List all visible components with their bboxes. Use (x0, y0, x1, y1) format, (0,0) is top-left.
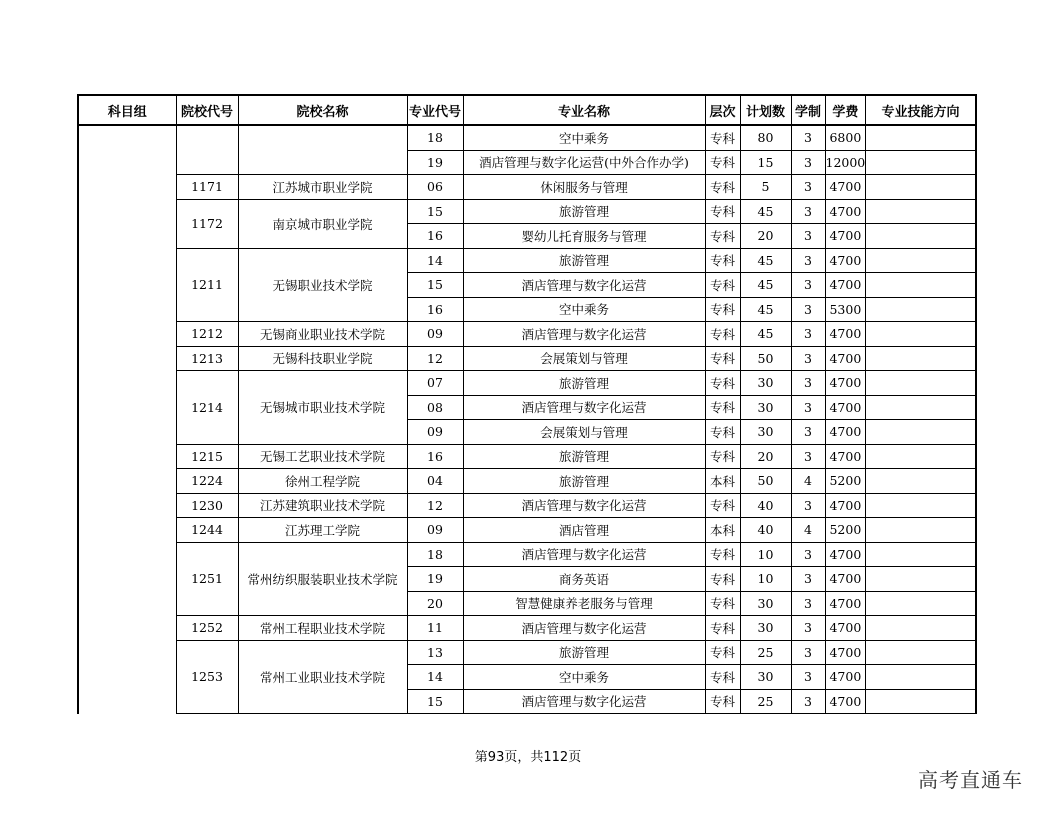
major-code-cell: 09 (407, 518, 463, 543)
school-code-cell: 1213 (176, 346, 238, 371)
level-cell: 本科 (705, 469, 740, 494)
years-cell: 3 (791, 371, 825, 396)
fee-cell: 4700 (825, 591, 866, 616)
subject-group-cell (78, 125, 176, 714)
table-row (78, 518, 976, 543)
plan-cell: 45 (740, 273, 791, 298)
plan-cell: 15 (740, 150, 791, 175)
fee-cell: 4700 (825, 420, 866, 445)
level-cell: 专科 (705, 395, 740, 420)
header-school-code: 院校代号 (176, 95, 238, 125)
major-name-cell: 空中乘务 (463, 125, 705, 150)
fee-cell: 5200 (825, 469, 866, 494)
header-skill-direction: 专业技能方向 (866, 95, 976, 125)
plan-cell: 40 (740, 493, 791, 518)
major-name-cell: 酒店管理与数字化运营 (463, 322, 705, 347)
plan-cell: 45 (740, 322, 791, 347)
skill-direction-cell (866, 567, 976, 592)
major-code-cell: 13 (407, 640, 463, 665)
major-name-cell: 旅游管理 (463, 640, 705, 665)
level-cell: 专科 (705, 150, 740, 175)
school-code-cell: 1244 (176, 518, 238, 543)
major-name-cell: 旅游管理 (463, 199, 705, 224)
school-code-cell: 1251 (176, 542, 238, 616)
fee-cell: 5300 (825, 297, 866, 322)
skill-direction-cell (866, 248, 976, 273)
school-name-cell: 南京城市职业学院 (238, 199, 407, 248)
plan-cell: 30 (740, 395, 791, 420)
major-code-cell: 15 (407, 199, 463, 224)
footer-total-pages: 112 (543, 750, 569, 765)
major-code-cell: 09 (407, 322, 463, 347)
school-name-cell: 常州工业职业技术学院 (238, 640, 407, 714)
fee-cell: 4700 (825, 444, 866, 469)
school-name-cell: 江苏建筑职业技术学院 (238, 493, 407, 518)
level-cell: 专科 (705, 640, 740, 665)
level-cell: 专科 (705, 273, 740, 298)
major-name-cell: 智慧健康养老服务与管理 (463, 591, 705, 616)
major-code-cell: 20 (407, 591, 463, 616)
skill-direction-cell (866, 518, 976, 543)
school-name-cell (238, 125, 407, 175)
skill-direction-cell (866, 199, 976, 224)
level-cell: 专科 (705, 420, 740, 445)
level-cell: 本科 (705, 518, 740, 543)
major-code-cell: 16 (407, 297, 463, 322)
school-name-cell: 无锡科技职业学院 (238, 346, 407, 371)
school-code-cell: 1172 (176, 199, 238, 248)
plan-cell: 10 (740, 567, 791, 592)
school-name-cell: 常州工程职业技术学院 (238, 616, 407, 641)
fee-cell: 4700 (825, 346, 866, 371)
major-name-cell: 会展策划与管理 (463, 346, 705, 371)
major-name-cell: 酒店管理与数字化运营 (463, 689, 705, 714)
skill-direction-cell (866, 444, 976, 469)
footer-suffix: 页 (568, 750, 582, 765)
years-cell: 3 (791, 665, 825, 690)
footer-prefix: 第 (474, 750, 488, 765)
fee-cell: 4700 (825, 322, 866, 347)
years-cell: 3 (791, 273, 825, 298)
major-code-cell: 19 (407, 150, 463, 175)
plan-cell: 50 (740, 346, 791, 371)
years-cell: 3 (791, 150, 825, 175)
major-name-cell: 会展策划与管理 (463, 420, 705, 445)
major-name-cell: 婴幼儿托育服务与管理 (463, 224, 705, 249)
skill-direction-cell (866, 616, 976, 641)
footer-middle: 页，共 (504, 750, 544, 765)
major-name-cell: 酒店管理与数字化运营 (463, 395, 705, 420)
fee-cell: 4700 (825, 248, 866, 273)
major-name-cell: 商务英语 (463, 567, 705, 592)
school-code-cell: 1252 (176, 616, 238, 641)
major-code-cell: 14 (407, 665, 463, 690)
major-name-cell: 酒店管理与数字化运营 (463, 493, 705, 518)
years-cell: 3 (791, 444, 825, 469)
header-level: 层次 (705, 95, 740, 125)
school-code-cell: 1212 (176, 322, 238, 347)
skill-direction-cell (866, 224, 976, 249)
major-code-cell: 08 (407, 395, 463, 420)
footer-page-number: 93 (487, 750, 505, 765)
skill-direction-cell (866, 125, 976, 150)
header-subject-group: 科目组 (78, 95, 176, 125)
major-code-cell: 04 (407, 469, 463, 494)
level-cell: 专科 (705, 444, 740, 469)
major-name-cell: 休闲服务与管理 (463, 175, 705, 200)
major-code-cell: 18 (407, 542, 463, 567)
major-code-cell: 07 (407, 371, 463, 396)
level-cell: 专科 (705, 591, 740, 616)
fee-cell: 12000 (825, 150, 866, 175)
plan-cell: 45 (740, 297, 791, 322)
school-name-cell: 徐州工程学院 (238, 469, 407, 494)
fee-cell: 4700 (825, 371, 866, 396)
table-row (78, 125, 976, 150)
skill-direction-cell (866, 322, 976, 347)
plan-cell: 10 (740, 542, 791, 567)
years-cell: 3 (791, 493, 825, 518)
level-cell: 专科 (705, 175, 740, 200)
years-cell: 3 (791, 125, 825, 150)
plan-cell: 30 (740, 665, 791, 690)
fee-cell: 6800 (825, 125, 866, 150)
major-name-cell: 旅游管理 (463, 248, 705, 273)
fee-cell: 4700 (825, 273, 866, 298)
fee-cell: 4700 (825, 616, 866, 641)
table-row (78, 346, 976, 371)
skill-direction-cell (866, 665, 976, 690)
school-code-cell: 1215 (176, 444, 238, 469)
table-row (78, 248, 976, 273)
watermark-logo-text: 高考直通车 (918, 768, 1023, 792)
header-major-name: 专业名称 (463, 95, 705, 125)
skill-direction-cell (866, 175, 976, 200)
skill-direction-cell (866, 346, 976, 371)
skill-direction-cell (866, 297, 976, 322)
header-fee: 学费 (825, 95, 866, 125)
fee-cell: 4700 (825, 199, 866, 224)
skill-direction-cell (866, 469, 976, 494)
fee-cell: 5200 (825, 518, 866, 543)
school-name-cell: 常州纺织服装职业技术学院 (238, 542, 407, 616)
level-cell: 专科 (705, 322, 740, 347)
plan-cell: 5 (740, 175, 791, 200)
fee-cell: 4700 (825, 395, 866, 420)
major-code-cell: 16 (407, 224, 463, 249)
plan-cell: 40 (740, 518, 791, 543)
skill-direction-cell (866, 591, 976, 616)
table-row (78, 444, 976, 469)
school-name-cell: 江苏理工学院 (238, 518, 407, 543)
level-cell: 专科 (705, 542, 740, 567)
major-code-cell: 14 (407, 248, 463, 273)
level-cell: 专科 (705, 665, 740, 690)
major-name-cell: 空中乘务 (463, 665, 705, 690)
level-cell: 专科 (705, 493, 740, 518)
plan-cell: 25 (740, 640, 791, 665)
years-cell: 3 (791, 175, 825, 200)
plan-cell: 30 (740, 616, 791, 641)
plan-cell: 30 (740, 420, 791, 445)
level-cell: 专科 (705, 297, 740, 322)
table-row (78, 542, 976, 567)
table-row (78, 493, 976, 518)
school-code-cell: 1230 (176, 493, 238, 518)
header-years: 学制 (791, 95, 825, 125)
major-name-cell: 旅游管理 (463, 469, 705, 494)
major-code-cell: 19 (407, 567, 463, 592)
school-code-cell: 1211 (176, 248, 238, 322)
school-name-cell: 江苏城市职业学院 (238, 175, 407, 200)
plan-cell: 50 (740, 469, 791, 494)
level-cell: 专科 (705, 199, 740, 224)
years-cell: 3 (791, 346, 825, 371)
school-code-cell (176, 125, 238, 175)
fee-cell: 4700 (825, 224, 866, 249)
major-code-cell: 16 (407, 444, 463, 469)
header-major-code: 专业代号 (407, 95, 463, 125)
school-name-cell: 无锡工艺职业技术学院 (238, 444, 407, 469)
major-name-cell: 酒店管理与数字化运营 (463, 542, 705, 567)
table-row (78, 175, 976, 200)
skill-direction-cell (866, 542, 976, 567)
level-cell: 专科 (705, 567, 740, 592)
fee-cell: 4700 (825, 542, 866, 567)
skill-direction-cell (866, 493, 976, 518)
level-cell: 专科 (705, 371, 740, 396)
years-cell: 3 (791, 322, 825, 347)
skill-direction-cell (866, 395, 976, 420)
school-code-cell: 1224 (176, 469, 238, 494)
table-row (78, 371, 976, 396)
plan-cell: 30 (740, 591, 791, 616)
years-cell: 3 (791, 297, 825, 322)
major-code-cell: 09 (407, 420, 463, 445)
skill-direction-cell (866, 689, 976, 714)
school-code-cell: 1214 (176, 371, 238, 445)
level-cell: 专科 (705, 616, 740, 641)
major-name-cell: 旅游管理 (463, 444, 705, 469)
school-name-cell: 无锡职业技术学院 (238, 248, 407, 322)
skill-direction-cell (866, 371, 976, 396)
major-code-cell: 18 (407, 125, 463, 150)
years-cell: 4 (791, 469, 825, 494)
major-code-cell: 06 (407, 175, 463, 200)
skill-direction-cell (866, 150, 976, 175)
school-code-cell: 1253 (176, 640, 238, 714)
page-footer (0, 746, 1056, 765)
plan-cell: 45 (740, 199, 791, 224)
table-row (78, 469, 976, 494)
skill-direction-cell (866, 640, 976, 665)
fee-cell: 4700 (825, 493, 866, 518)
major-code-cell: 11 (407, 616, 463, 641)
level-cell: 专科 (705, 125, 740, 150)
fee-cell: 4700 (825, 175, 866, 200)
major-name-cell: 酒店管理与数字化运营(中外合作办学) (463, 150, 705, 175)
table-body (78, 125, 976, 714)
enrollment-table (77, 94, 977, 714)
major-name-cell: 空中乘务 (463, 297, 705, 322)
fee-cell: 4700 (825, 567, 866, 592)
years-cell: 3 (791, 616, 825, 641)
major-name-cell: 酒店管理与数字化运营 (463, 273, 705, 298)
plan-cell: 25 (740, 689, 791, 714)
major-code-cell: 15 (407, 273, 463, 298)
major-name-cell: 酒店管理与数字化运营 (463, 616, 705, 641)
plan-cell: 20 (740, 444, 791, 469)
years-cell: 3 (791, 199, 825, 224)
years-cell: 3 (791, 689, 825, 714)
level-cell: 专科 (705, 689, 740, 714)
years-cell: 3 (791, 542, 825, 567)
table-row (78, 199, 976, 224)
level-cell: 专科 (705, 248, 740, 273)
years-cell: 3 (791, 640, 825, 665)
years-cell: 3 (791, 567, 825, 592)
skill-direction-cell (866, 273, 976, 298)
years-cell: 3 (791, 224, 825, 249)
school-name-cell: 无锡商业职业技术学院 (238, 322, 407, 347)
years-cell: 4 (791, 518, 825, 543)
major-code-cell: 15 (407, 689, 463, 714)
major-code-cell: 12 (407, 493, 463, 518)
years-cell: 3 (791, 420, 825, 445)
plan-cell: 45 (740, 248, 791, 273)
table-row (78, 322, 976, 347)
plan-cell: 80 (740, 125, 791, 150)
years-cell: 3 (791, 248, 825, 273)
table-row (78, 640, 976, 665)
school-name-cell: 无锡城市职业技术学院 (238, 371, 407, 445)
level-cell: 专科 (705, 346, 740, 371)
header-school-name: 院校名称 (238, 95, 407, 125)
plan-cell: 30 (740, 371, 791, 396)
table-header-row (78, 95, 976, 125)
fee-cell: 4700 (825, 665, 866, 690)
major-name-cell: 酒店管理 (463, 518, 705, 543)
years-cell: 3 (791, 395, 825, 420)
header-plan: 计划数 (740, 95, 791, 125)
major-code-cell: 12 (407, 346, 463, 371)
plan-cell: 20 (740, 224, 791, 249)
level-cell: 专科 (705, 224, 740, 249)
skill-direction-cell (866, 420, 976, 445)
years-cell: 3 (791, 591, 825, 616)
fee-cell: 4700 (825, 689, 866, 714)
table-row (78, 616, 976, 641)
school-code-cell: 1171 (176, 175, 238, 200)
major-name-cell: 旅游管理 (463, 371, 705, 396)
fee-cell: 4700 (825, 640, 866, 665)
